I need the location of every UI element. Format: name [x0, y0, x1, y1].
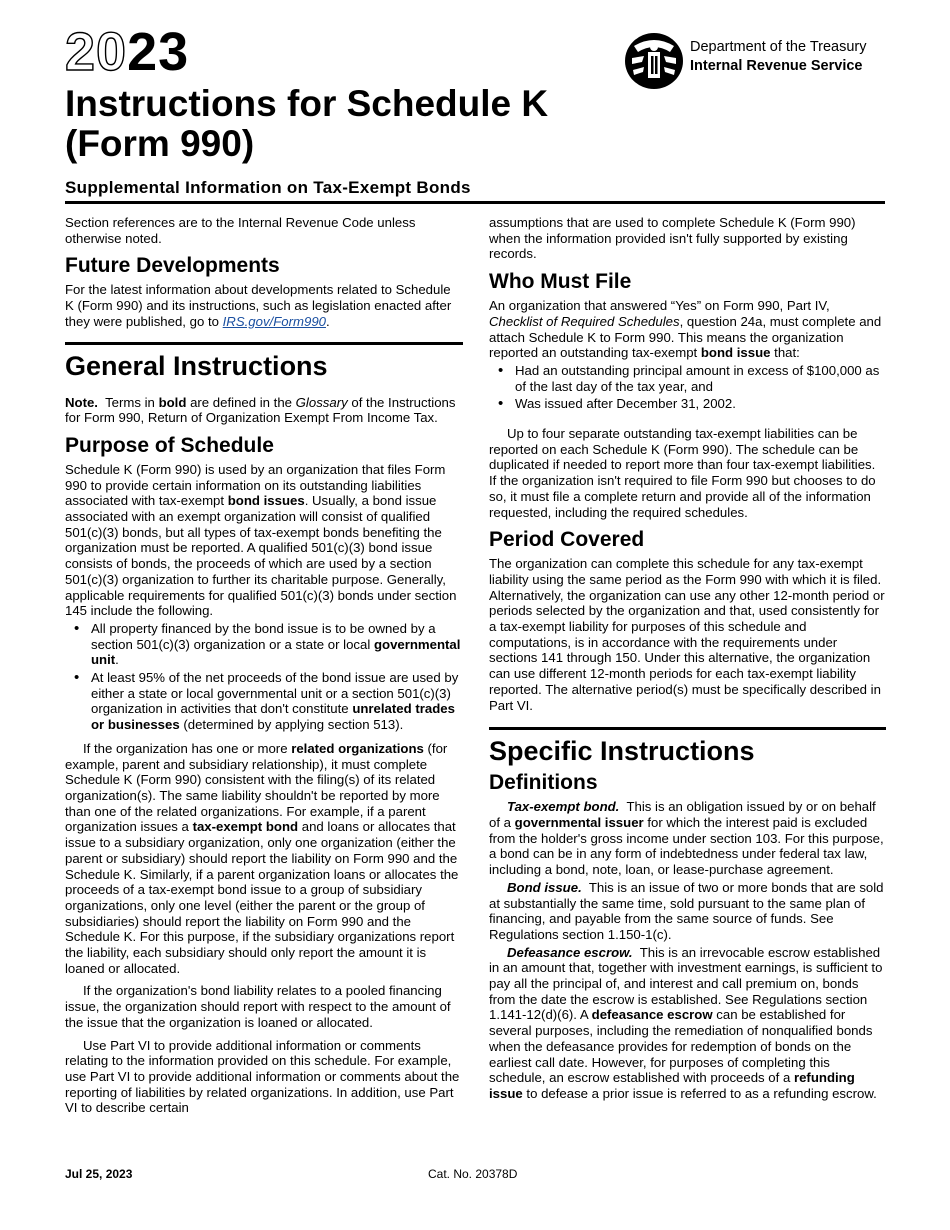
note-text: Note. Terms in bold are defined in the Glossary of the Instructions for Form 990, Return of Organization Exempt From Income Tax.	[65, 394, 456, 426]
bond-issue-definition: Bond issue. This is an issue of two or more bonds that are sold at substantially the same time, sold pursuant to the same plan of financing, and payable from the same source of funds. See Regulations section 1.150-1(c).	[489, 879, 884, 942]
who-must-file-text: An organization that answered “Yes” on Form 990, Part IV, Checklist of Required Schedules, question 24a, must complete and attach Schedule K to Form 990. This means the organization reported an outstanding tax-exempt bond issue that:	[489, 298, 882, 361]
defeasance-escrow-definition: Defeasance escrow. This is an irrevocable escrow established in an amount that, together with investment earnings, is sufficient to pay all the principal of, and interest and call premium on, bonds from the date the escrow is established. See Regulations section 1.141-12(d)(6). A defeasance escrow can be established for several purposes, including the remediation of nonqualified bonds when the defeasance provides for redemption of bonds on the earliest call date. However, for purposes of completing this schedule, an escrow established with proceeds of a refunding issue to defease a prior issue is referred to as a refunding escrow.	[489, 944, 883, 1101]
definitions-heading: Definitions	[489, 771, 598, 795]
list-item: • Was issued after December 31, 2002.	[515, 396, 886, 412]
tax-exempt-bond-definition: Tax-exempt bond. This is an obligation issued by or on behalf of a governmental issuer for which the interest paid is excluded from the holder's gross income under section 103. For this purpose, a bond can be in any form of indebtedness under federal tax law, including a bond, note, loan, or lease-purchase agreement.	[489, 799, 884, 878]
who-must-file-bullets	[489, 363, 886, 412]
purpose-heading: Purpose of Schedule	[65, 433, 274, 457]
list-item: • At least 95% of the net proceeds of the bond issue are used by either a state or local governmental unit or a section 501(c)(3) organization in activities that don't constitute unrelated trades or businesses (determined by applying section 513).	[91, 670, 463, 733]
intro-text: Section references are to the Internal Revenue Code unless otherwise noted.	[65, 215, 416, 246]
continuation-text: assumptions that are used to complete Schedule K (Form 990) when the information provided isn't fully supported by existing records.	[489, 215, 856, 262]
purpose-text: Schedule K (Form 990) is used by an organization that files Form 990 to provide certain information on its outstanding liabilities associated with tax-exempt bond issues. Usually, a bond issue associated with an exempt organization will consist of qualified 501(c)(3) bonds, but all types of tax-exempt bonds benefiting the organization must be reported. A qualified 501(c)(3) bond issue consists of bonds, the proceeds of which are used by a section 501(c)(3) organization to further its charitable purpose. Generally, applicable requirements for qualified 501(c)(3) bonds under section 145 include the following.	[65, 461, 457, 619]
who-must-file-heading: Who Must File	[489, 270, 632, 294]
left-column	[65, 215, 463, 1123]
year-mark: 2023	[65, 22, 190, 82]
treasury-block: Department of the Treasury Internal Revenue Service	[624, 32, 894, 90]
future-developments-text: For the latest information about developments related to Schedule K (Form 990) and its instructions, such as legislation enacted after they were published, go to IRS.gov/Form990.	[65, 282, 452, 329]
future-developments-heading: Future Developments	[65, 254, 280, 278]
page-subtitle: Supplemental Information on Tax-Exempt Bonds	[65, 178, 471, 197]
general-instructions-heading: General Instructions	[65, 342, 463, 383]
period-covered-heading: Period Covered	[489, 528, 645, 552]
irs-eagle-logo-icon	[624, 32, 684, 90]
purpose-bullets	[65, 621, 463, 733]
part-vi-text: Use Part VI to provide additional information or comments relating to the information provided on this schedule. For example, use Part VI to provide additional information or comments about the reporting of liabilities by related organizations. In addition, use Part VI to describe certain	[65, 1037, 460, 1116]
pooled-financing-text: If the organization's bond liability relates to a pooled financing issue, the organization should report with respect to the amount of the issue that the organization is loaned or allocated.	[65, 983, 451, 1030]
list-item: • Had an outstanding principal amount in excess of $100,000 as of the last day of the tax year, and	[515, 363, 886, 394]
catalog-number: Cat. No. 20378D	[428, 1167, 518, 1181]
revision-date: Jul 25, 2023	[65, 1167, 133, 1181]
page-title: Instructions for Schedule K (Form 990)	[65, 83, 549, 164]
liabilities-limit-text: Up to four separate outstanding tax-exempt liabilities can be reported on each Schedule K (Form 990). The schedule can be duplicated if needed to report more than four tax-exempt liabilities. If the organization isn't required to file Form 990 but chooses to do so, it must file a complete return and provide all of the information requested, including the required schedules.	[489, 426, 876, 520]
list-item: • All property financed by the bond issue is to be owned by a section 501(c)(3) organization or a state or local governmental unit.	[91, 621, 463, 668]
specific-instructions-heading: Specific Instructions	[489, 727, 886, 768]
period-covered-text: The organization can complete this schedule for any tax-exempt liability using the same period as the Form 990 with which it is filed. Alternatively, the organization can use any other 12-month period or periods selected by the organization and that, used consistently for a tax-exempt liability for purposes of this schedule and computations, is in accordance with the requirements under sections 141 through 150. Under this alternative, the organization can use different 12-month periods for each tax-exempt liability reported. The alternative period(s) must be specifically described in Part VI.	[489, 556, 885, 713]
related-organizations-text: If the organization has one or more related organizations (for example, parent and subsidiary relationship), it must complete Schedule K (Form 990) consistent with the filing(s) of its related organization(s). The same liability shouldn't be reported by more than one of the related organizations. For example, if a parent organization issues a tax-exempt bond and loans or allocates that issue to a subsidiary organization, only one organization (either the parent or subsidiary) should report the liability on Form 990 and the Schedule K. Similarly, if a parent organization loans or allocates the proceeds of a tax-exempt bond issue to a group of subsidiary organizations, only one level (either the parent or the group of subsidiaries) should report the liability on Form 990 and the Schedule K. For this purpose, if the subsidiary organizations report the liability, each subsidiary should only report the amount it is loaned or allocated.	[65, 740, 459, 976]
irs-form990-link[interactable]: IRS.gov/Form990	[222, 313, 326, 329]
right-column	[489, 215, 886, 1109]
header-rule	[65, 201, 885, 204]
